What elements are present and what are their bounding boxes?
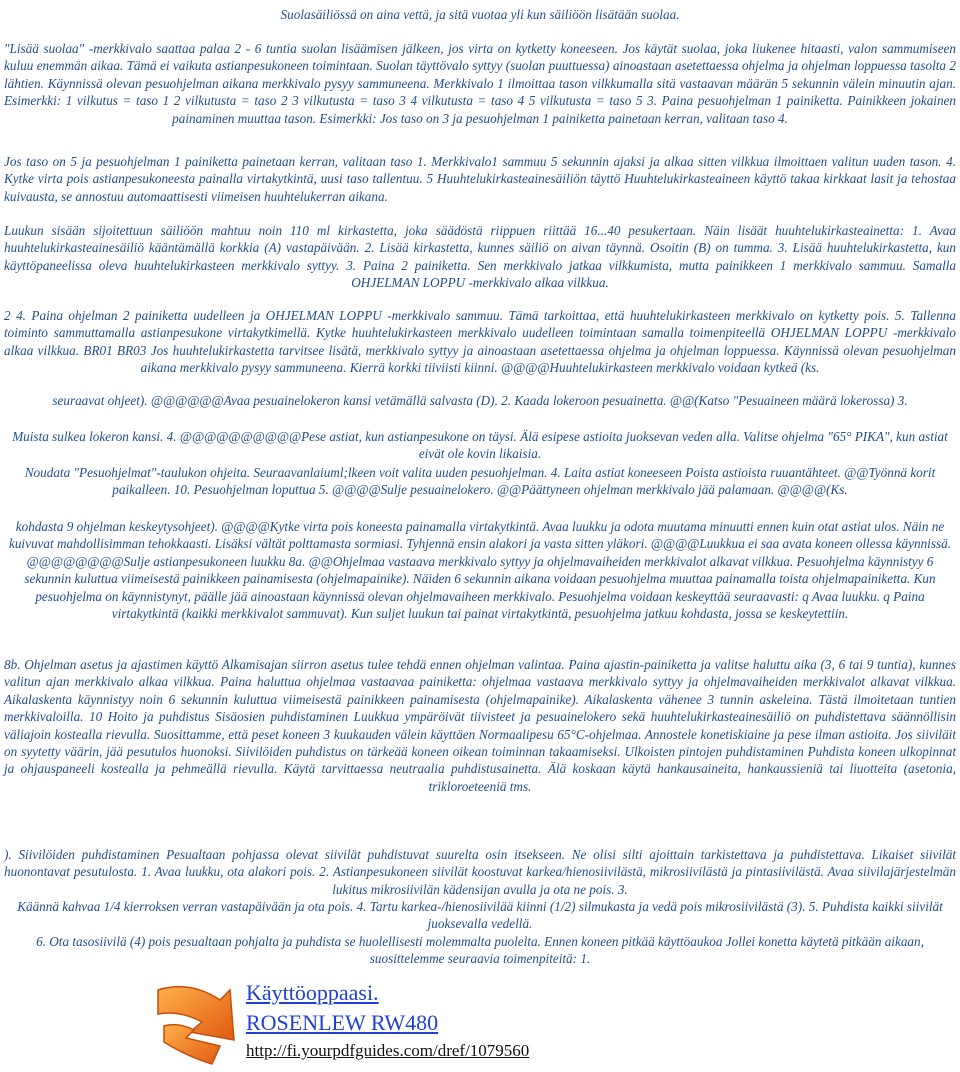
paragraph-salt-indicator: "Lisää suolaa" -merkkivalo saattaa palaa 2 - 6 tuntia suolan lisäämisen jälkeen, jos virta on kytketty koneeseen. Jos käytät suolaa, joka liukenee hitaasti, valon sammumiseen kuluu enemmän aikaa. Tämä ei vaikuta astianpesukoneen toimintaan. Suolan täyttövalo syttyy (suolan puuttuessa) ainoastaan asetettaessa ohjelma ja ohjelman loppuessa tasolta 2 lähtien. Käynnissä olevan pesuohjelman aikana merkkivalo pysyy sammuneena. Merkkivalo 1 ilmoittaa tason vilkkumalla sitä vastaavan määrän 5 sekunnin välein minuutin ajan. Esimerkki: 1 vilkutus = taso 1 2 vilkutusta = taso 2 3 vilkutusta = taso 3 4 vilkutusta = taso 4 5 vilkutusta = taso 5 3. Paina pesuohjelman 1 painiketta. Painikkeen jokainen painaminen muuttaa tason. Esimerkki: Jos taso on 3 ja pesuohjelman 1 painiketta painetaan kerran, valitaan taso 4. — [4, 41, 956, 126]
paragraph-rinse-aid-off: 2 4. Paina ohjelman 2 painiketta uudelleen ja OHJELMAN LOPPU -merkkivalo sammuu. Tämä tarkoittaa, että huuhtelukirkasteen merkkivalo on kytketty pois. 5. Tallenna toiminto sammuttamalla astianpesukone virtakytkimellä. Kytke huuhtelukirkasteen merkkivalo uudelleen toimintaan samalla toimenpiteellä OHJELMAN LOPPU -merkkivalo alkaa vilkkua. BR01 BR03 Jos huuhtelukirkastetta tarvitsee lisätä, merkkivalo syttyy ja ainoastaan asetettaessa ohjelma ja ohjelman loppuessa. Käynnissä olevan pesuohjelman aikana merkkivalo pysyy sammuneena. Kierrä korkki tiiviisti kiinni. @@@@Huuhtelukirkasteen merkkivalo voidaan kytkeä (ks. — [4, 308, 956, 376]
paragraph-filter-handle: Käännä kahvaa 1/4 kierroksen verran vastapäivään ja ota pois. 4. Tartu karkea-/hienosiivilää kiinni (1/2) silmukasta ja vedä pois mikrosiivilästä (3). 5. Puhdista kaikki siivilät juoksevalla vedellä. — [17, 899, 943, 932]
footer — [150, 960, 850, 1072]
paragraph-wash: Muista sulkea lokeron kansi. 4. @@@@@@@@@@Pese astiat, kun astianpesukone on täysi. Älä esipese astioita juoksevan veden alla. Valitse ohjelma "65° PIKA", kun astiat eivät ole kovin likaisia. — [12, 429, 948, 462]
source-url-link[interactable]: http://fi.yourpdfguides.com/dref/1079560 — [246, 1041, 530, 1060]
paragraph-end-of-program: kohdasta 9 ohjelman keskeytysohjeet). @@@@Kytke virta pois koneesta painamalla virtakytkintä. Avaa luukku ja odota muutama minuutti ennen kuin otat astiat ulos. Näin ne kuivuvat mahdollisimman tehokkaasti. Lisäksi vältät polttamasta sormiasi. Tyhjennä ensin alakori ja vasta sitten yläkori. @@@@Luukkua ei saa avata koneen ollessa käynnissä. @@@@@@@@Sulje astianpesukoneen luukku 8a. @@Ohjelmaa vastaava merkkivalo syttyy ja ohjelmavaiheiden merkkivalot alkavat vilkkua. Pesuohjelma käynnistyy 6 sekunnin kuluttua viimeisestä painikkeen painamisesta (ohjelmapainike). Näiden 6 sekunnin aikana voidaan pesuohjelma muuttaa painamalla toista ohjelmapainiketta. Kun pesuohjelma on käynnistynyt, päälle jää ainoastaan käynnissä olevan ohjelmavaiheen merkkivalo. Pesuohjelma voidaan keskeyttää seuraavasti: q Avaa luukku. q Paina virtakytkintä (kaikki merkkivalot sammuvat). Kun suljet luukun tai painat virtakytkintä, pesuohjelma jatkuu kohdasta, jossa se keskeytettiin. — [8, 519, 951, 622]
footer-links — [246, 978, 529, 1064]
paragraph-flat-filter: 6. Ota tasosiivilä (4) pois pesualtaan pohjalta ja puhdista se huolellisesti molemmalta puolelta. Ennen koneen pitkää käyttöaukoa Jollei konetta käytetä pitkään aikaan, suosittelemme seuraavia toimenpiteitä: 1. — [36, 934, 924, 967]
arrow-logo-icon — [150, 970, 240, 1070]
paragraph-filter-cleaning: ). Siivilöiden puhdistaminen Pesualtaan pohjassa olevat siivilät puhdistuvat suurelta osin itsekseen. Ne olisi silti ajoittain tarkistettava ja puhdistettava. Likaiset siivilät huonontavat pesutulosta. 1. Avaa luukku, ota alakori pois. 2. Astianpesukoneen siivilät koostuvat karkea/hienosiivilästä, mikrosiivilästä ja pintasiivilästä. Avaa siivilajärjestelmän lukitus mikrosiivilän kädensijan avulla ja ota ne pois. 3. — [4, 847, 956, 897]
paragraph-level-change: Jos taso on 5 ja pesuohjelman 1 painiketta painetaan kerran, valitaan taso 1. Merkkivalo1 sammuu 5 sekunnin ajaksi ja alkaa sitten vilkkua ilmoittaen valitun uuden tason. 4. Kytke virta pois astianpesukoneesta painalla virtakytkintä, uusi taso tallentuu. 5 Huuhtelukirkasteainesäiliön täyttö Huuhtelukirkasteaineen käyttö takaa kirkkaat lasit ja tehostaa kuivausta, se annostuu automaattisesti viimeisen huuhtelukerran aikana. — [4, 154, 956, 204]
paragraph-salt-tank: Suolasäiliössä on aina vettä, ja sitä vuotaa yli kun säiliöön lisätään suolaa. — [280, 7, 680, 22]
paragraph-detergent: seuraavat ohjeet). @@@@@@Avaa pesuainelokeron kansi vetämällä salvasta (D). 2. Kaada lokeroon pesuainetta. @@(Katso "Pesuaineen määrä lokerossa) 3. — [52, 393, 908, 408]
paragraph-rinse-aid-fill: Luukun sisään sijoitettuun säiliöön mahtuu noin 110 ml kirkastetta, joka säädöstä riippuen riittää 16...40 pesukertaan. Näin lisäät huuhtelukirkasteainetta: 1. Avaa huuhtelukirkasteainesäiliö kääntämällä korkkia (A) vastapäivään. 2. Lisää kirkastetta, kunnes säiliö on aivan täynnä. Osoitin (B) on tumma. 3. Lisää huuhtelukirkastetta, kun käyttöpaneelissa oleva huuhtelukirkasteen merkkivalo syttyy. 3. Paina 2 painiketta. Sen merkkivalo jatkaa vilkkumista, mutta painikkeen 1 merkkivalo sammuu. Samalla OHJELMAN LOPPU -merkkivalo alkaa vilkkua. — [4, 223, 956, 291]
manual-link[interactable]: Käyttöoppaasi. — [246, 980, 379, 1005]
paragraph-program-table: Noudata "Pesuohjelmat"-taulukon ohjeita. Seuraavanlaiuml;lkeen voit valita uuden pesuohjelman. 4. Laita astiat koneeseen Poista astioista ruuantähteet. @@Työnnä korit paikalleen. 10. Pesuohjelman loputtua 5. @@@@Sulje pesuainelokero. @@Päättyneen ohjelman merkkivalo jää palamaan. @@@@(Ks. — [24, 465, 936, 498]
model-link[interactable]: ROSENLEW RW480 — [246, 1010, 439, 1035]
paragraph-timer-cleaning: 8b. Ohjelman asetus ja ajastimen käyttö Alkamisajan siirron asetus tulee tehdä ennen ohjelman valintaa. Paina ajastin-painiketta ja valitse haluttu aika (3, 6 tai 9 tuntia), kunnes valitun ajan merkkivalo alkaa vilkkua. Paina haluttua ohjelmaa vastaavaa painiketta: ohjelmaa vastaava merkkivalo syttyy ja ohjelmavaiheiden merkkivalot alkavat vilkkua. Aikalaskenta käynnistyy noin 6 sekunnin kuluttua viimeisestä painikkeen painamisesta (ohjelmapainike). Aikalaskenta vähenee 3 tunnin askeleina. Tästä ilmoitetaan tuntien merkkivaloilla. 10 Hoito ja puhdistus Sisäosien puhdistaminen Luukkua ympäröivät tiivisteet ja pesuainelokero sekä huuhtelukirkasteainesäiliö on puhdistettava säännöllisin väliajoin kostealla rievulla. Suosittamme, että peset koneen 3 kuukauden välein käyttäen Normaalipesu 65°C-ohjelmaa. Annostele konetiskiaine ja pese ilman astioita. Jos siiviläit on syytetty väärin, jää pesutulos huonoksi. Siivilöiden puhdistus on tärkeää koneen oikean toiminnan takaamiseksi. Ulkoisten pintojen puhdistaminen Puhdista koneen ulkopinnat ja ohjauspaneeli kostealla ja pehmeällä rievulla. Käytä tarvittaessa neutraalia puhdistusainetta. Älä koskaan käytä hankausaineita, hankaussieniä tai liuotteita (asetonia, trikloroeteeniä tms. — [4, 657, 956, 794]
